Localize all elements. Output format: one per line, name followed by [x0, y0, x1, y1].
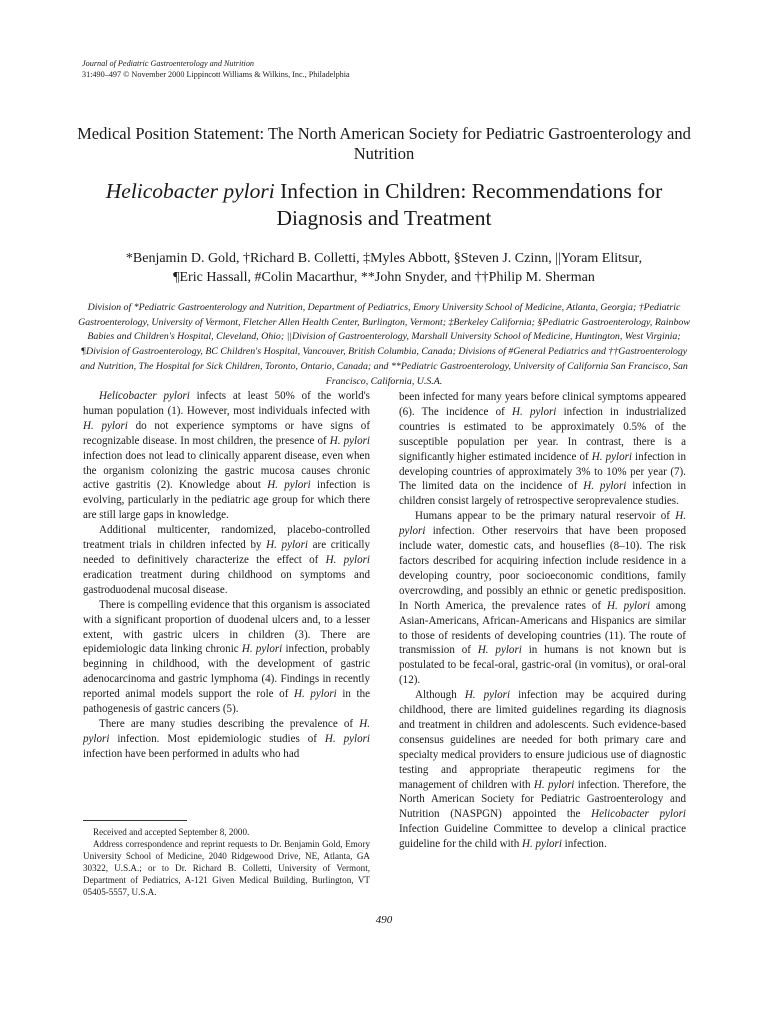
italic-term: H. pylori [477, 644, 522, 657]
italic-term: H. pylori [399, 510, 686, 538]
journal-name: Journal of Pediatric Gastroenterology and Nutrition [82, 59, 255, 68]
text-run: infection does not lead to clinically apparent disease, even when the organism colonizing the gastric mucosa causes chronic active gastritis (2). Knowledge about [83, 449, 370, 492]
italic-term: Helicobacter pylori [99, 390, 190, 402]
italic-term: H. pylori [522, 838, 562, 851]
italic-term: H. pylori [293, 688, 337, 701]
italic-term: H. pylori [591, 450, 632, 463]
italic-term: H. pylori [267, 479, 311, 492]
text-run: infection in industrialized countries is estimated to be approximately 0.5% of the susceptible population per year. In contrast, there is a significantly higher estimated incidence of [399, 405, 686, 463]
italic-term: Helicobacter pylori [591, 808, 686, 821]
paragraph [399, 509, 686, 688]
paragraph [399, 688, 686, 852]
right-column [399, 390, 686, 852]
text-run: in the pathogenesis of gastric cancers (5). [83, 688, 371, 716]
paragraph [83, 523, 370, 598]
journal-citation: 31:490–497 © November 2000 Lippincott Williams & Wilkins, Inc., Philadelphia [82, 69, 350, 79]
text-run: in humans is not known but is postulated to be fecal-oral, gastric-oral (in vomitus), or oral-oral (12). [399, 644, 686, 687]
text-run: infection. [561, 838, 607, 851]
text-run: eradication treatment during childhood on symptoms and gastroduodenal mucosal disease. [83, 568, 370, 596]
italic-term: H. pylori [329, 434, 370, 447]
italic-term: H. pylori [464, 689, 511, 702]
text-run: infection is evolving, particularly in the pediatric age group for which there are still large gaps in knowledge. [83, 479, 371, 522]
italic-term: H. pylori [583, 480, 627, 493]
footnote-divider [83, 820, 187, 821]
text-run: infection, probably beginning in childhood, with the development of gastric adenocarcinoma and gastric lymphoma (4). Findings in recently reported animal models support the role of [83, 643, 370, 701]
text-run: infection. Therefore, the North American Society for Pediatric Gastroenterology and Nutrition (NASPGN) appointed the [399, 778, 686, 821]
affiliations: Division of *Pediatric Gastroenterology and Nutrition, Department of Pediatrics, Emory University School of Medicine, Atlanta, Georgia; †Pediatric Gastroenterology, University of Vermont, Fletcher Allen Health Center, Burlington, Vermont; ‡Berkeley California; §Pediatric Gastroenterology, Rainbow Babies and Children's Hospital, Cleveland, Ohio; ||Division of Gastroenterology, Marshall University School of Medicine, Huntington, West Virginia; ¶Division of Gastroenterology, BC Children's Hospital, Vancouver, British Columbia, Canada; Divisions of #General Pediatrics and ††Gastroenterology and Nutrition, The Hospital for Sick Children, Toronto, Ontario, Canada; and **Pediatric Gastroenterology, University of California San Francisco, San Francisco, California, U.S.A. [78, 302, 690, 387]
title-line1-rest: Infection in Children: Recommendations for [274, 179, 663, 203]
italic-term: H. pylori [325, 553, 370, 566]
text-run: Although [415, 689, 465, 702]
text-run: There is compelling evidence that this organism is associated with a significant proportion of duodenal ulcers and, to a lesser extent, with gastric ulcers in children (3). There are epidemiologic data linking chronic [83, 598, 370, 656]
paragraph [83, 389, 370, 523]
text-run: Infection Guideline Committee to develop a clinical practice guideline for the child with [399, 823, 686, 851]
text-run: Humans appear to be the primary natural reservoir of [415, 510, 676, 523]
text-run: infects at least 50% of the world's human population (1). However, most individuals infected with [83, 390, 370, 417]
paragraph [399, 390, 686, 509]
text-run: infection may be acquired during childhood, there are limited guidelines regarding its diagnosis and treatment in children and adolescents. Such evidence-based consensus guidelines are needed for both primary care and specialty medical providers to ensure judicious use of diagnostic testing and appropriate therapeutic regimens for the management of children with [399, 689, 687, 791]
text-run: among Asian-Americans, African-Americans and Hispanics are similar to those of residents of developing countries (11). The route of transmission of [399, 599, 686, 657]
italic-term: H. pylori [266, 539, 308, 552]
journal-header [82, 59, 350, 80]
authors-line1: *Benjamin D. Gold, †Richard B. Colletti, ‡Myles Abbott, §Steven J. Czinn, ||Yoram Elitsur, [125, 251, 643, 266]
italic-term: H. pylori [606, 599, 651, 612]
title-line2: Diagnosis and Treatment [276, 206, 492, 230]
italic-term: H. pylori [512, 405, 557, 418]
position-statement: Medical Position Statement: The North American Society for Pediatric Gastroenterology and Nutrition [77, 124, 691, 163]
left-column [83, 389, 370, 762]
title-block [60, 124, 708, 389]
article-title [60, 178, 708, 232]
text-run: are critically needed to definitively characterize the effect of [83, 539, 371, 566]
italic-term: H. pylori [83, 717, 370, 745]
text-run: infection in children consist largely of retrospective seroprevalence studies. [399, 480, 686, 508]
italic-term: H. pylori [83, 419, 128, 432]
text-run: infection. Most epidemiologic studies of [109, 732, 325, 745]
italic-term: H. pylori [241, 643, 283, 656]
title-organism: Helicobacter pylori [105, 179, 275, 203]
text-run: do not experience symptoms or have signs of recognizable disease. In most children, the presence of [83, 419, 370, 447]
text-run: infection have been performed in adults who had [83, 747, 300, 760]
footnote [83, 827, 370, 898]
page-number: 490 [375, 914, 393, 926]
paragraph [83, 598, 370, 717]
text-run: infection in developing countries of approximately 3% to 10% per year (7). The limited data on the incidence of [399, 450, 686, 493]
author-list [60, 249, 708, 287]
paragraph [83, 717, 370, 762]
italic-term: H. pylori [533, 778, 575, 791]
authors-line2: ¶Eric Hassall, #Colin Macarthur, **John Snyder, and ††Philip M. Sherman [173, 270, 595, 285]
text-run: been infected for many years before clinical symptoms appeared (6). The incidence of [399, 391, 686, 418]
text-run: infection. Other reservoirs that have been proposed include water, domestic cats, and houseflies (8–10). The risk factors described for acquiring infection include residence in a developing country, poor socioeconomic conditions, family overcrowding, and possibly an ethnic or genetic predisposition. In North America, the prevalence rates of [399, 525, 686, 612]
text-run: There are many studies describing the prevalence of [99, 717, 360, 730]
footnote-received: Received and accepted September 8, 2000. [93, 827, 250, 837]
text-run: Additional multicenter, randomized, placebo-controlled treatment trials in children infected by [83, 524, 370, 552]
italic-term: H. pylori [324, 732, 370, 745]
footnote-address: Address correspondence and reprint requests to Dr. Benjamin Gold, Emory University School of Medicine, 2040 Ridgewood Drive, NE, Atlanta, GA 30322, U.S.A.; or to Dr. Richard B. Colletti, University of Vermont, Department of Pediatrics, A-121 Given Medical Building, Burlington, VT 05405-5557, U.S.A. [83, 838, 370, 897]
